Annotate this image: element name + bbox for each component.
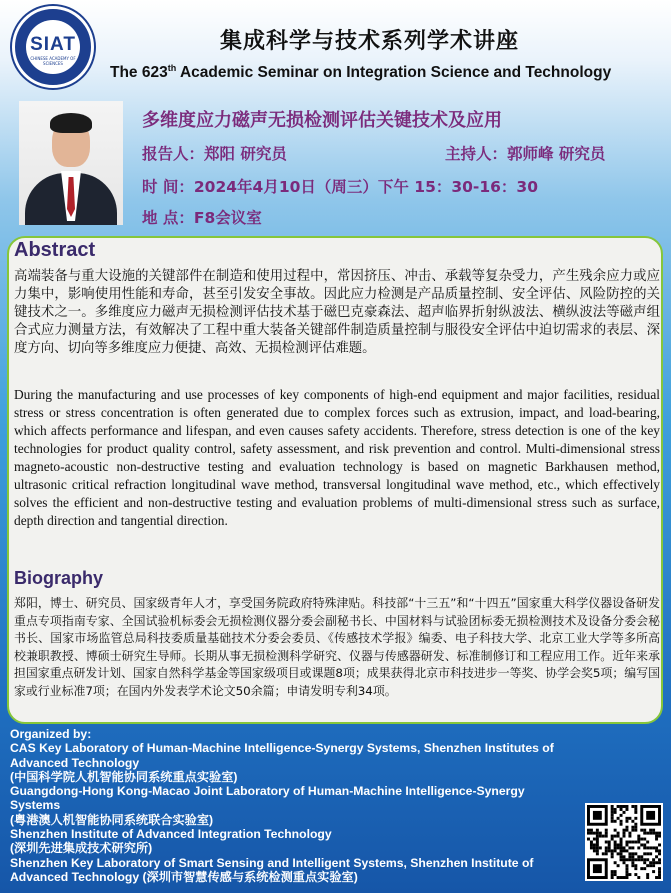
qr-module bbox=[637, 838, 640, 841]
qr-module bbox=[602, 852, 605, 855]
qr-module bbox=[652, 864, 655, 867]
organizer-line: (粤港澳人机智能协同系统联合实验室) bbox=[10, 812, 214, 827]
qr-module bbox=[658, 873, 661, 876]
qr-module bbox=[608, 843, 611, 846]
qr-module bbox=[658, 858, 661, 861]
qr-module bbox=[631, 829, 634, 832]
qr-module bbox=[614, 811, 617, 814]
organizer-line: (中国科学院人机智能协同系统重点实验室) bbox=[10, 769, 238, 784]
qr-module bbox=[628, 832, 631, 835]
qr-module bbox=[634, 826, 637, 829]
organizer-line: Shenzhen Institute of Advanced Integration Technology bbox=[10, 827, 332, 842]
qr-module bbox=[631, 805, 634, 808]
organizer-line: (深圳先进集成技术研究所) bbox=[10, 841, 153, 856]
qr-module bbox=[649, 846, 652, 849]
qr-module bbox=[658, 867, 661, 870]
qr-module bbox=[620, 808, 623, 811]
qr-module bbox=[623, 858, 626, 861]
qr-module bbox=[634, 823, 637, 826]
qr-module bbox=[658, 876, 661, 879]
qr-module bbox=[652, 858, 655, 861]
qr-module bbox=[655, 855, 658, 858]
qr-module bbox=[655, 835, 658, 838]
qr-module bbox=[658, 852, 661, 855]
qr-module bbox=[611, 838, 614, 841]
qr-module bbox=[608, 849, 611, 852]
qr-module bbox=[625, 820, 628, 823]
qr-module bbox=[611, 852, 614, 855]
qr-module bbox=[649, 861, 652, 864]
time-info: 时 间：2024年4月10日（周三）下午 15：30-16：30 bbox=[142, 178, 539, 196]
qr-module bbox=[611, 835, 614, 838]
qr-module bbox=[620, 846, 623, 849]
qr-module bbox=[649, 829, 652, 832]
qr-module bbox=[605, 829, 608, 832]
qr-module bbox=[617, 843, 620, 846]
seminar-title-en-sup: th bbox=[167, 63, 177, 73]
qr-module bbox=[634, 808, 637, 811]
qr-module bbox=[637, 835, 640, 838]
qr-module bbox=[587, 829, 590, 832]
qr-module bbox=[611, 876, 614, 879]
place-info: 地 点：F8会议室 bbox=[142, 209, 262, 227]
qr-module bbox=[620, 823, 623, 826]
qr-module bbox=[628, 855, 631, 858]
qr-module bbox=[625, 867, 628, 870]
qr-module bbox=[655, 846, 658, 849]
qr-module bbox=[646, 832, 649, 835]
qr-module bbox=[634, 852, 637, 855]
qr-module bbox=[611, 808, 614, 811]
abstract-text-en: During the manufacturing and use processes of key components of high-end equipment and major facilities, residual stress or stress concentration is often generated due to complex forces such as extrusion, impact, and load-bearing, which affects performance and lifespan, and even causes safety accidents. Therefore, stress detection is one of the key technologies for product quality control, safety assessment, and risk prevention and control. Multi-dimensional stress magneto-acoustic non-destructive testing and evaluation technology is based on magnetic Barkhausen method, ultrasonic critical refraction longitudinal wave method, transversal longitudinal wave method, etc., which effectively solves the efficient and non-destructive testing and evaluation problems of multi-dimensional stress such as surface, depth direction and tangential direction. bbox=[14, 387, 660, 528]
qr-module bbox=[658, 861, 661, 864]
qr-module bbox=[628, 852, 631, 855]
organizers-heading: Organized by: bbox=[10, 727, 92, 741]
qr-module bbox=[617, 805, 620, 808]
qr-module bbox=[620, 858, 623, 861]
qr-module bbox=[649, 852, 652, 855]
qr-module bbox=[634, 811, 637, 814]
qr-code-icon bbox=[585, 803, 663, 881]
qr-module bbox=[599, 835, 602, 838]
qr-module bbox=[596, 835, 599, 838]
qr-module bbox=[623, 811, 626, 814]
qr-module bbox=[614, 829, 617, 832]
qr-module bbox=[623, 855, 626, 858]
qr-module bbox=[620, 805, 623, 808]
qr-module bbox=[631, 855, 634, 858]
qr-module bbox=[655, 832, 658, 835]
qr-module bbox=[637, 841, 640, 844]
qr-module bbox=[649, 832, 652, 835]
qr-module bbox=[640, 867, 643, 870]
qr-module bbox=[602, 835, 605, 838]
qr-module bbox=[620, 838, 623, 841]
qr-module bbox=[625, 826, 628, 829]
qr-module bbox=[617, 832, 620, 835]
qr-module bbox=[643, 846, 646, 849]
speaker-info: 报告人：郑阳 研究员 bbox=[142, 145, 287, 163]
qr-module bbox=[605, 841, 608, 844]
qr-module bbox=[643, 843, 646, 846]
qr-module bbox=[643, 838, 646, 841]
qr-module bbox=[623, 876, 626, 879]
qr-module bbox=[623, 849, 626, 852]
qr-module bbox=[625, 808, 628, 811]
qr-module bbox=[590, 832, 593, 835]
qr-module bbox=[620, 843, 623, 846]
qr-module bbox=[631, 858, 634, 861]
seminar-title-zh: 集成科学与技术系列学术讲座 bbox=[220, 29, 520, 54]
qr-module bbox=[631, 826, 634, 829]
qr-module bbox=[611, 855, 614, 858]
organizers-block bbox=[10, 727, 570, 884]
qr-module bbox=[625, 870, 628, 873]
qr-module bbox=[620, 876, 623, 879]
qr-module bbox=[611, 814, 614, 817]
qr-module bbox=[611, 849, 614, 852]
qr-module bbox=[637, 876, 640, 879]
talk-title: 多维度应力磁声无损检测评估关键技术及应用 bbox=[142, 110, 502, 131]
qr-module bbox=[593, 811, 602, 820]
qr-module bbox=[628, 858, 631, 861]
qr-module bbox=[658, 849, 661, 852]
qr-module bbox=[658, 835, 661, 838]
host-info: 主持人：郭师峰 研究员 bbox=[445, 145, 606, 163]
qr-module bbox=[593, 849, 596, 852]
organizer-line: Guangdong-Hong Kong-Macao Joint Laboratory of Human-Machine Intelligence-Synergy Systems bbox=[10, 784, 525, 813]
qr-module bbox=[652, 846, 655, 849]
qr-module bbox=[614, 835, 617, 838]
qr-module bbox=[596, 838, 599, 841]
qr-module bbox=[611, 817, 614, 820]
qr-module bbox=[596, 843, 599, 846]
qr-module bbox=[628, 817, 631, 820]
qr-module bbox=[640, 829, 643, 832]
qr-module bbox=[623, 835, 626, 838]
qr-module bbox=[625, 817, 628, 820]
qr-module bbox=[658, 870, 661, 873]
qr-module bbox=[646, 852, 649, 855]
logo-subtext: CHINESE ACADEMY OF SCIENCES bbox=[30, 56, 76, 66]
qr-module bbox=[631, 846, 634, 849]
qr-module bbox=[611, 870, 614, 873]
qr-module bbox=[605, 846, 608, 849]
qr-module bbox=[628, 873, 631, 876]
logo-text: SIAT bbox=[30, 34, 76, 55]
qr-module bbox=[623, 846, 626, 849]
qr-module bbox=[608, 841, 611, 844]
qr-module bbox=[617, 876, 620, 879]
qr-module bbox=[617, 817, 620, 820]
qr-module bbox=[637, 855, 640, 858]
speaker-photo bbox=[19, 101, 123, 225]
qr-module bbox=[625, 843, 628, 846]
qr-module bbox=[646, 876, 649, 879]
qr-module bbox=[631, 864, 634, 867]
qr-module bbox=[634, 841, 637, 844]
qr-module bbox=[593, 843, 596, 846]
qr-module bbox=[596, 832, 599, 835]
qr-module bbox=[625, 858, 628, 861]
qr-code-graphic bbox=[587, 805, 661, 879]
qr-module bbox=[620, 820, 623, 823]
qr-module bbox=[623, 832, 626, 835]
qr-module bbox=[614, 870, 617, 873]
qr-module bbox=[617, 852, 620, 855]
seminar-title-en-pre: The 623 bbox=[110, 64, 168, 82]
qr-module bbox=[655, 876, 658, 879]
qr-module bbox=[611, 873, 614, 876]
qr-module bbox=[620, 852, 623, 855]
qr-module bbox=[631, 841, 634, 844]
qr-module bbox=[634, 817, 637, 820]
qr-module bbox=[643, 829, 646, 832]
qr-module bbox=[643, 852, 646, 855]
qr-module bbox=[652, 832, 655, 835]
qr-module bbox=[593, 864, 602, 873]
qr-module bbox=[614, 846, 617, 849]
qr-module bbox=[634, 805, 637, 808]
qr-module bbox=[593, 832, 596, 835]
qr-module bbox=[620, 841, 623, 844]
qr-module bbox=[634, 867, 637, 870]
qr-module bbox=[596, 849, 599, 852]
siat-logo-icon bbox=[12, 6, 94, 88]
qr-module bbox=[593, 846, 596, 849]
seminar-title-en-post: Academic Seminar on Integration Science and Technology bbox=[176, 64, 612, 82]
qr-module bbox=[658, 832, 661, 835]
qr-module bbox=[605, 832, 608, 835]
qr-module bbox=[655, 838, 658, 841]
qr-module bbox=[623, 805, 626, 808]
qr-module bbox=[587, 838, 590, 841]
qr-module bbox=[605, 852, 608, 855]
qr-module bbox=[605, 849, 608, 852]
qr-module bbox=[611, 805, 614, 808]
qr-module bbox=[640, 843, 643, 846]
qr-module bbox=[643, 867, 646, 870]
biography-text: 郑阳，博士、研究员、国家级青年人才，享受国务院政府特殊津贴。科技部“十三五”和“十四五”国家重大科学仪器设备研发重点专项指南专家、全国试验机标委会无损检测仪器分委会副秘书长、中国材料与试验团标委无损检测技术及设备分委会秘书长、国家市场监管总局科技委质量基础技术分委会委员、《传感技术学报》编委、电子科技大学、北京工业大学等多所高校兼职教授、博硕士研究生导师。长期从事无损检测科学研究、仪器与传感器研发、标准制修订和工程应用工作。近年来承担国家重点研发计划、国家自然科学基金等国家级项目或课题8项；成果获得北京市科技进步一等奖、协学会奖5项；编写国家或行业标准7项；在国内外发表学术论文50余篇；申请发明专利34项。 bbox=[14, 596, 660, 698]
qr-module bbox=[643, 861, 646, 864]
qr-module bbox=[587, 832, 590, 835]
qr-module bbox=[625, 849, 628, 852]
qr-module bbox=[605, 835, 608, 838]
qr-module bbox=[652, 861, 655, 864]
qr-module bbox=[631, 861, 634, 864]
qr-module bbox=[614, 843, 617, 846]
qr-module bbox=[634, 858, 637, 861]
qr-module bbox=[625, 805, 628, 808]
qr-module bbox=[614, 841, 617, 844]
qr-module bbox=[599, 846, 602, 849]
qr-module bbox=[640, 855, 643, 858]
qr-module bbox=[596, 852, 599, 855]
qr-module bbox=[631, 820, 634, 823]
qr-module bbox=[611, 820, 614, 823]
qr-module bbox=[625, 841, 628, 844]
qr-module bbox=[614, 873, 617, 876]
qr-module bbox=[611, 811, 614, 814]
qr-module bbox=[617, 864, 620, 867]
qr-module bbox=[596, 846, 599, 849]
qr-module bbox=[614, 849, 617, 852]
qr-module bbox=[625, 864, 628, 867]
qr-module bbox=[596, 841, 599, 844]
qr-module bbox=[652, 870, 655, 873]
qr-module bbox=[625, 829, 628, 832]
qr-module bbox=[646, 864, 649, 867]
organizer-line: Shenzhen Key Laboratory of Smart Sensing and Intelligent Systems, Shenzhen Institute of Advanced Technology (深圳市智慧传感与系统检测重点实验室) bbox=[10, 855, 534, 884]
abstract-text-zh: 高端装备与重大设施的关键部件在制造和使用过程中，常因挤压、冲击、承载等复杂受力，产生残余应力或应力集中，影响使用性能和寿命，甚至引发安全事故。因此应力检测是产品质量控制、安全评估、风险防控的关键技术之一。多维度应力磁声无损检测评估技术基于磁巴克豪森法、超声临界折射纵波法、横纵波法等磁声组合式应力测量方法，有效解决了工程中重大装备关键部件制造质量控制与服役安全评估中迫切需求的表层、深度方向、切向等多维度应力便捷、高效、无损检测评估难题。 bbox=[14, 269, 660, 356]
qr-module bbox=[646, 841, 649, 844]
qr-module bbox=[634, 864, 637, 867]
qr-module bbox=[590, 846, 593, 849]
qr-module bbox=[646, 858, 649, 861]
qr-module bbox=[590, 841, 593, 844]
qr-module bbox=[599, 832, 602, 835]
seminar-title-en bbox=[110, 63, 611, 82]
qr-module bbox=[640, 858, 643, 861]
qr-module bbox=[649, 864, 652, 867]
qr-module bbox=[652, 829, 655, 832]
logo-inner bbox=[26, 20, 80, 74]
qr-module bbox=[623, 861, 626, 864]
qr-module bbox=[631, 852, 634, 855]
qr-module bbox=[646, 873, 649, 876]
qr-module bbox=[655, 849, 658, 852]
qr-module bbox=[590, 829, 593, 832]
qr-module bbox=[617, 846, 620, 849]
qr-module bbox=[625, 873, 628, 876]
qr-module bbox=[596, 829, 599, 832]
qr-module bbox=[658, 843, 661, 846]
qr-module bbox=[614, 808, 617, 811]
qr-module bbox=[646, 811, 655, 820]
qr-module bbox=[620, 855, 623, 858]
qr-module bbox=[620, 814, 623, 817]
qr-module bbox=[628, 835, 631, 838]
qr-module bbox=[628, 846, 631, 849]
qr-module bbox=[614, 820, 617, 823]
qr-module bbox=[637, 846, 640, 849]
qr-module bbox=[634, 873, 637, 876]
biography-heading: Biography bbox=[14, 568, 104, 588]
qr-module bbox=[628, 841, 631, 844]
qr-module bbox=[640, 838, 643, 841]
qr-module bbox=[655, 861, 658, 864]
qr-module bbox=[617, 835, 620, 838]
qr-module bbox=[590, 843, 593, 846]
qr-module bbox=[620, 849, 623, 852]
qr-module bbox=[623, 829, 626, 832]
qr-module bbox=[643, 832, 646, 835]
qr-module bbox=[643, 858, 646, 861]
photo-hair bbox=[50, 113, 92, 133]
qr-module bbox=[593, 838, 596, 841]
organizer-line: CAS Key Laboratory of Human-Machine Intelligence-Synergy Systems, Shenzhen Institutes of Advanced Technology bbox=[10, 741, 554, 770]
qr-module bbox=[637, 858, 640, 861]
qr-module bbox=[625, 876, 628, 879]
qr-module bbox=[608, 846, 611, 849]
abstract-heading: Abstract bbox=[14, 239, 96, 261]
qr-module bbox=[646, 846, 649, 849]
qr-module bbox=[614, 861, 617, 864]
qr-module bbox=[634, 829, 637, 832]
